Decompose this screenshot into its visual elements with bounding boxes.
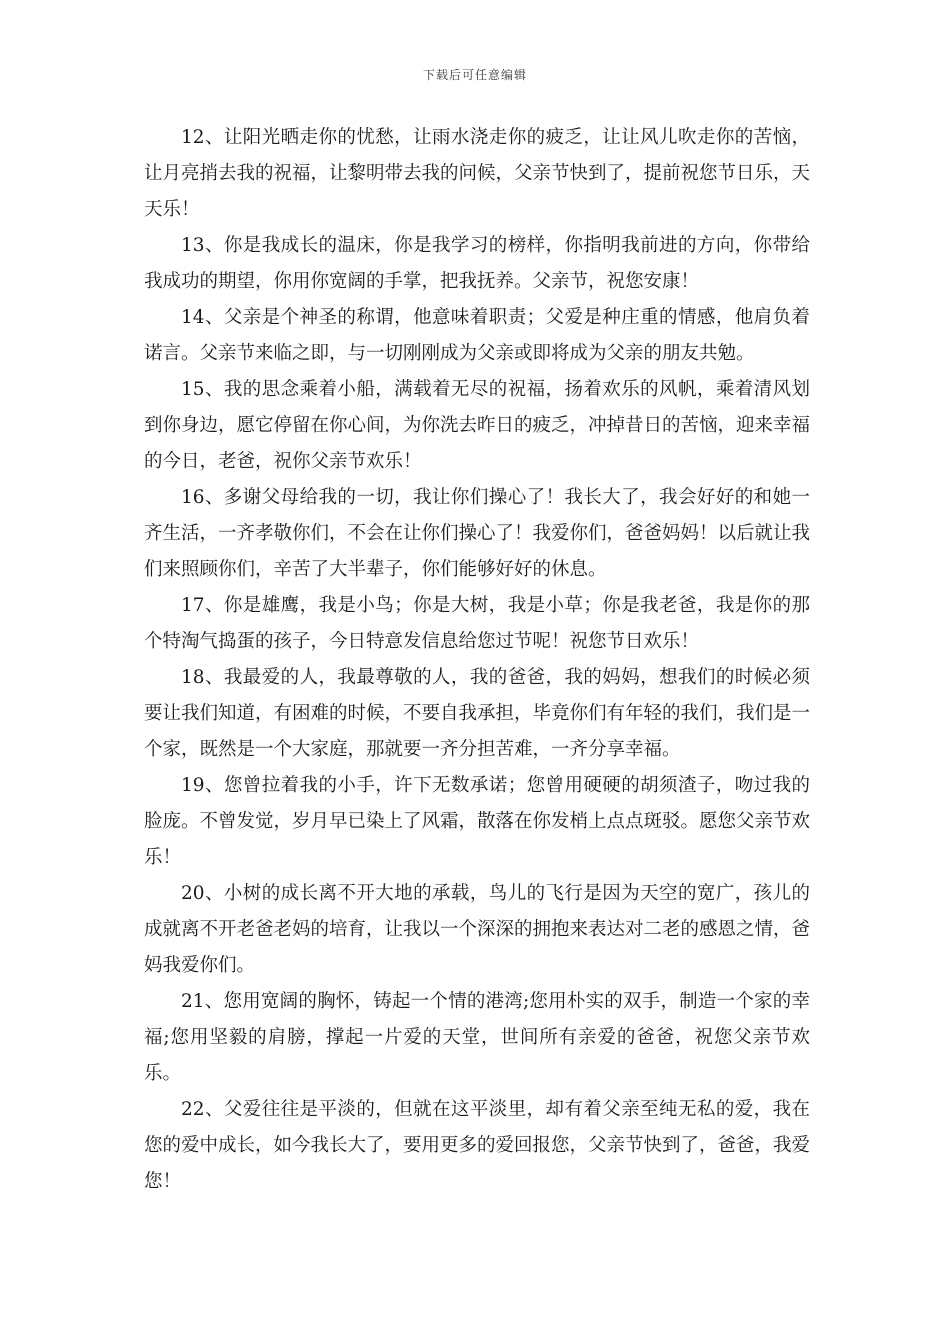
paragraph-13: 13、你是我成长的温床，你是我学习的榜样，你指明我前进的方向，你带给我成功的期望，你用你宽阔的手掌，把我抚养。父亲节，祝您安康！ <box>144 235 810 292</box>
page-header: 下载后可任意编辑 <box>422 68 527 82</box>
paragraph-14: 14、父亲是个神圣的称谓，他意味着职责；父爱是种庄重的情感，他肩负着诺言。父亲节来临之即，与一切刚刚成为父亲或即将成为父亲的朋友共勉。 <box>144 307 810 364</box>
document-body <box>144 120 810 1200</box>
paragraph-18: 18、我最爱的人，我最尊敬的人，我的爸爸，我的妈妈，想我们的时候必须要让我们知道，有困难的时候，不要自我承担，毕竟你们有年轻的我们，我们是一个家，既然是一个大家庭，那就要一齐分担苦难，一齐分享幸福。 <box>144 667 811 760</box>
paragraph-17: 17、你是雄鹰，我是小鸟；你是大树，我是小草；你是我老爸，我是你的那个特淘气捣蛋的孩子，今日特意发信息给您过节呢！祝您节日欢乐！ <box>144 595 810 652</box>
paragraph-19: 19、您曾拉着我的小手，许下无数承诺；您曾用硬硬的胡须渣子，吻过我的脸庞。不曾发觉，岁月早已染上了风霜，散落在你发梢上点点斑驳。愿您父亲节欢乐！ <box>144 775 811 868</box>
paragraph-12: 12、让阳光晒走你的忧愁，让雨水浇走你的疲乏，让让风儿吹走你的苦恼，让月亮捎去我的祝福，让黎明带去我的问候，父亲节快到了，提前祝您节日乐，天天乐！ <box>144 127 811 220</box>
paragraph-22: 22、父爱往往是平淡的，但就在这平淡里，却有着父亲至纯无私的爱，我在您的爱中成长，如今我长大了，要用更多的爱回报您，父亲节快到了，爸爸，我爱您！ <box>144 1099 811 1192</box>
paragraph-16: 16、多谢父母给我的一切，我让你们操心了！我长大了，我会好好的和她一齐生活，一齐孝敬你们，不会在让你们操心了！我爱你们，爸爸妈妈！以后就让我们来照顾你们，辛苦了大半辈子，你们能够好好的休息。 <box>144 487 811 580</box>
paragraph-15: 15、我的思念乘着小船，满载着无尽的祝福，扬着欢乐的风帆，乘着清风划到你身边，愿它停留在你心间，为你洗去昨日的疲乏，冲掉昔日的苦恼，迎来幸福的今日，老爸，祝你父亲节欢乐！ <box>144 379 811 472</box>
paragraph-20: 20、小树的成长离不开大地的承载，鸟儿的飞行是因为天空的宽广，孩儿的成就离不开老爸老妈的培育，让我以一个深深的拥抱来表达对二老的感恩之情，爸妈我爱你们。 <box>144 883 811 976</box>
paragraph-21: 21、您用宽阔的胸怀，铸起一个情的港湾;您用朴实的双手，制造一个家的幸福;您用坚毅的肩膀，撑起一片爱的天堂，世间所有亲爱的爸爸，祝您父亲节欢乐。 <box>144 991 810 1084</box>
